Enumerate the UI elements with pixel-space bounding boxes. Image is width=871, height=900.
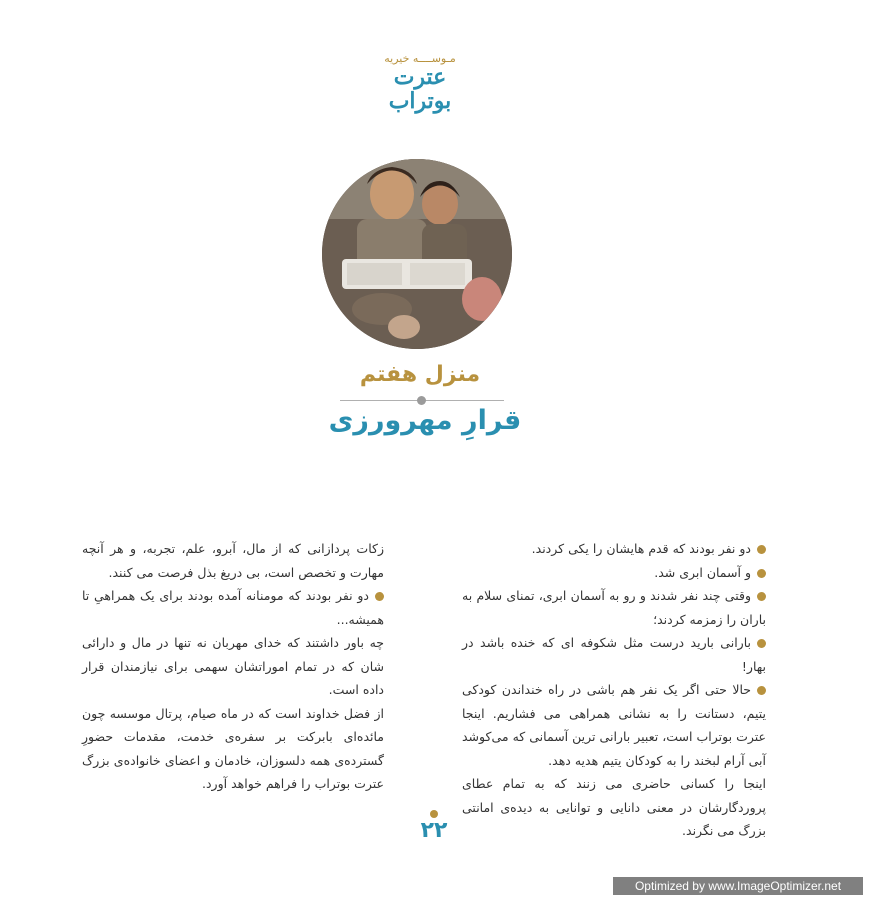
logo — [370, 52, 470, 114]
paragraph — [462, 584, 766, 631]
paragraph — [82, 537, 384, 584]
paragraph — [462, 772, 766, 843]
paragraph — [462, 561, 766, 585]
bullet-icon — [757, 592, 766, 601]
paragraph-text: حالا حتی اگر یک نفر هم باشی در راه خنداندن کودکی یتیم، دستانت را به نشانی همراهی می فشاریم. اینجا عترت بوتراب است، تعبیر بارانی ترین آسمانی که می‌کوشد آبی آرام لبخند را به کودکان یتیم هدیه دهد. — [462, 682, 766, 768]
paragraph — [462, 537, 766, 561]
children-photo — [322, 159, 512, 349]
bullet-icon — [757, 545, 766, 554]
divider-dot — [417, 396, 426, 405]
paragraph — [462, 678, 766, 772]
logo-big-text: عترت بوتراب — [388, 64, 452, 114]
bullet-icon — [757, 639, 766, 648]
section-title: قرارِ مهرورزی — [328, 405, 522, 436]
paragraph — [82, 584, 384, 631]
paragraph-text: زکات پردازانی که از مال، آبرو، علم، تجربه، و هر آنچه مهارت و تخصص است، بی دریغ بذل فرصت می کنند. — [82, 541, 384, 580]
paragraph — [82, 631, 384, 702]
bullet-icon — [375, 592, 384, 601]
bullet-icon — [757, 569, 766, 578]
logo-small-text: مـوســــه خیریه — [384, 52, 456, 65]
paragraph-text: چه باور داشتند که خدای مهربان نه تنها در مال و دارائی شان که در تمام اموراتشان سهمی برای نیازمندان قرار داده است. — [82, 635, 384, 697]
paragraph-text: دو نفر بودند که قدم هایشان را یکی کردند. — [531, 541, 751, 556]
paragraph-text: بارانی بارید درست مثل شکوفه ای که خنده باشد در بهار! — [462, 635, 766, 674]
page-number-dot — [430, 810, 438, 818]
page-number: ۲۲ — [420, 818, 448, 843]
paragraph-text: از فضل خداوند است که در ماه صیام، پرتال موسسه چون مائده‌ای بابرکت بر سفره‌ی خدمت، مقدمات حضورِ گسترده‌ی همه دلسوزان، خادمان و اعضای خانواده‌ی بزرگ عترت بوتراب را فراهم خواهد آورد. — [82, 705, 384, 791]
paragraph-text: وقتی چند نفر شدند و رو به آسمان ابری، تمنای سلام به باران را زمزمه کردند؛ — [462, 588, 766, 627]
paragraph-text: دو نفر بودند که مومنانه آمده بودند برای یک همراهیِ تا همیشه... — [82, 588, 384, 627]
bullet-icon — [757, 686, 766, 695]
paragraph — [462, 631, 766, 678]
section-subtitle: منزل هفتم — [359, 362, 481, 387]
photo-illustration — [322, 159, 512, 349]
left-column — [82, 537, 384, 796]
right-column — [462, 537, 766, 843]
optimizer-watermark: Optimized by www.ImageOptimizer.net — [613, 877, 863, 895]
paragraph-text: و آسمان ابری شد. — [654, 564, 751, 580]
paragraph — [82, 702, 384, 796]
paragraph-text: اینجا را کسانی حاضری می زنند که به تمام عطای پروردگارشان در معنی دانایی و توانایی به دیده‌ی امانتی بزرگ می نگرند. — [462, 776, 766, 838]
